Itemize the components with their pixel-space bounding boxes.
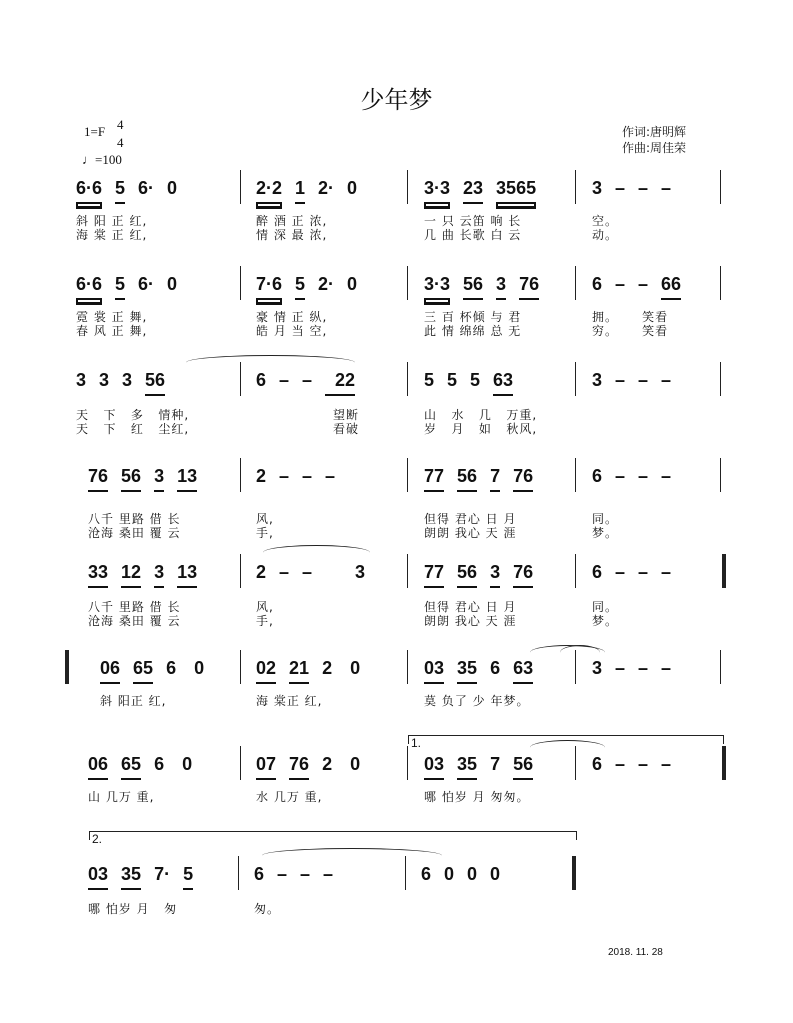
measure xyxy=(424,178,536,204)
time-signature-top: 4 xyxy=(117,117,124,132)
lyric-line: 空。 xyxy=(592,214,619,228)
note-group: 0 xyxy=(345,754,361,774)
note-group: 3 xyxy=(154,466,164,492)
end-barline xyxy=(722,746,726,780)
note-group: 0 xyxy=(345,658,361,678)
barline xyxy=(575,554,576,588)
note-group: 63 xyxy=(493,370,513,396)
barline xyxy=(407,746,408,780)
lyric-line: 望断 xyxy=(256,408,360,422)
lyric-line: 莫 负了 少 年梦。 xyxy=(424,694,530,708)
barline xyxy=(407,554,408,588)
note-group: 02 xyxy=(256,658,276,684)
note-group: 35 xyxy=(121,864,141,890)
lyric-line: 皓 月 当 空, xyxy=(256,324,328,338)
note-group: – xyxy=(638,754,649,774)
note-group: 0 xyxy=(347,274,358,294)
note-group: 13 xyxy=(177,466,197,492)
note-group: 5 xyxy=(470,370,481,390)
note-group: 03 xyxy=(88,864,108,890)
barline xyxy=(720,650,721,684)
lyric-line: 豪 情 正 纵, xyxy=(256,310,328,324)
barline xyxy=(720,266,721,300)
lyric-line: 朗朗 我心 天 涯 xyxy=(424,614,517,628)
lyric-line: 醉 酒 正 浓, xyxy=(256,214,328,228)
lyric-line: 天 下 多 情种, xyxy=(76,408,190,422)
lyric-line: 水 几万 重, xyxy=(256,790,323,804)
note-group: – xyxy=(661,370,672,390)
measure xyxy=(424,466,533,492)
note-group: 33 xyxy=(88,562,108,588)
lyric-line: 梦。 xyxy=(592,614,619,628)
barline xyxy=(240,458,241,492)
measure xyxy=(256,658,360,684)
note-group: 0 xyxy=(347,178,358,198)
note-group: – xyxy=(277,864,288,884)
note-group: 56 xyxy=(121,466,141,492)
barline xyxy=(575,170,576,204)
note-group: 0 xyxy=(467,864,478,884)
note-group: 2 xyxy=(322,754,333,774)
lyric-line: 八千 里路 借 长 xyxy=(88,512,181,526)
note-group: 3 xyxy=(76,370,87,390)
key-signature: 1=F xyxy=(84,124,106,139)
volta-2-label: 2. xyxy=(92,832,103,846)
note-group: 3 xyxy=(99,370,110,390)
measure xyxy=(592,178,671,202)
lyric-line: 春 风 正 舞, xyxy=(76,324,148,338)
note-group: 77 xyxy=(424,466,444,492)
barline xyxy=(240,170,241,204)
barline xyxy=(240,650,241,684)
note-group: 2 xyxy=(256,562,267,582)
note-group: – xyxy=(661,466,672,486)
note-group: 07 xyxy=(256,754,276,780)
note-group: 66 xyxy=(661,274,681,300)
lyric-line: 几 曲 长歌 白 云 xyxy=(424,228,522,242)
lyric-line: 沧海 桑田 覆 云 xyxy=(88,526,181,540)
measure xyxy=(592,370,671,394)
lyric-line: 霓 裳 正 舞, xyxy=(76,310,148,324)
lyric-line: 穷。 笑看 xyxy=(592,324,669,338)
barline xyxy=(407,170,408,204)
note-group: – xyxy=(638,562,649,582)
note-group: – xyxy=(661,754,672,774)
note-group: – xyxy=(279,370,290,390)
barline xyxy=(407,266,408,300)
note-group: 3 xyxy=(325,562,366,582)
end-barline xyxy=(572,856,576,890)
lyric-line: 风, xyxy=(256,600,274,614)
lyric-line: 海 棠正 红, xyxy=(256,694,323,708)
barline xyxy=(720,362,721,396)
note-group: 5 xyxy=(447,370,458,390)
note-group: – xyxy=(279,466,290,486)
barline xyxy=(238,856,239,890)
measure xyxy=(88,562,197,588)
note-group: 76 xyxy=(289,754,309,780)
lyric-line: 梦。 xyxy=(592,526,619,540)
note-group: – xyxy=(323,864,334,884)
repeat-start-barline xyxy=(65,650,69,684)
measure xyxy=(592,754,671,778)
lyric-line: 三 百 杯倾 与 君 xyxy=(424,310,522,324)
measure xyxy=(256,370,355,396)
note-group: 2· xyxy=(318,178,335,198)
lyric-line: 天 下 红 尘红, xyxy=(76,422,190,436)
note-group: 5 xyxy=(183,864,193,890)
measure xyxy=(88,466,197,492)
note-group: 5 xyxy=(295,274,305,300)
lyric-line: 手, xyxy=(256,614,274,628)
lyric-line: 一 只 云笛 响 长 xyxy=(424,214,522,228)
note-group: 3 xyxy=(592,370,603,390)
note-group: 65 xyxy=(121,754,141,780)
note-group: – xyxy=(615,754,626,774)
measure xyxy=(424,370,513,396)
note-group: 6 xyxy=(592,562,603,582)
note-group: 35 xyxy=(457,754,477,780)
note-group: 6 xyxy=(592,754,603,774)
lyric-line: 匆。 xyxy=(254,902,281,916)
note-group: 0 xyxy=(444,864,455,884)
measure xyxy=(424,562,533,588)
lyric-line: 但得 君心 日 月 xyxy=(424,512,517,526)
note-group: 03 xyxy=(424,754,444,780)
lyric-line: 情 深 最 浓, xyxy=(256,228,328,242)
note-group: 23 xyxy=(463,178,483,204)
note-group: 56 xyxy=(457,466,477,492)
note-group: – xyxy=(615,274,626,294)
measure xyxy=(592,562,671,586)
note-group: – xyxy=(615,370,626,390)
barline xyxy=(575,266,576,300)
barline xyxy=(720,458,721,492)
note-group: 3·3 xyxy=(424,274,450,300)
note-group: 6·6 xyxy=(76,274,102,300)
note-group: 76 xyxy=(519,274,539,300)
note-group: 3 xyxy=(122,370,133,390)
note-group: 56 xyxy=(513,754,533,780)
note-group: – xyxy=(661,178,672,198)
note-group: 06 xyxy=(88,754,108,780)
note-group: – xyxy=(325,466,336,486)
lyric-line: 哪 怕岁 月 匆匆。 xyxy=(424,790,530,804)
time-signature xyxy=(117,116,124,152)
barline xyxy=(240,746,241,780)
note-group: 6· xyxy=(138,178,155,198)
lyric-line: 沧海 桑田 覆 云 xyxy=(88,614,181,628)
lyric-line: 山 几万 重, xyxy=(88,790,155,804)
barline xyxy=(407,362,408,396)
lyric-line: 手, xyxy=(256,526,274,540)
note-group: 3565 xyxy=(496,178,536,204)
measure xyxy=(592,274,681,300)
measure xyxy=(88,864,193,890)
note-group: 3 xyxy=(490,562,500,588)
volta-2 xyxy=(89,831,577,846)
lyric-line: 此 情 绵绵 总 无 xyxy=(424,324,522,338)
lyric-line: 同。 xyxy=(592,512,619,526)
measure xyxy=(421,864,500,888)
note-group: 6 xyxy=(490,658,501,678)
lyric-line: 斜 阳正 红, xyxy=(100,694,167,708)
lyric-line: 斜 阳 正 红, xyxy=(76,214,148,228)
slur xyxy=(263,545,370,560)
note-group: 76 xyxy=(513,562,533,588)
note-group: 6 xyxy=(154,754,165,774)
measure xyxy=(256,178,357,204)
composer: 作曲:周佳荣 xyxy=(622,141,687,155)
lyric-line: 岁 月 如 秋风, xyxy=(424,422,538,436)
lyric-line: 哪 怕岁 月 匆 xyxy=(88,902,178,916)
measure xyxy=(256,274,357,300)
measure xyxy=(256,754,360,780)
note-group: 7· xyxy=(154,864,171,884)
note-group: 35 xyxy=(457,658,477,684)
measure xyxy=(76,370,165,396)
credits xyxy=(622,124,686,156)
note-group: 77 xyxy=(424,562,444,588)
slur xyxy=(530,645,605,660)
barline xyxy=(720,170,721,204)
note-group: – xyxy=(638,178,649,198)
lyric-line: 看破 xyxy=(256,422,360,436)
volta-1-label: 1. xyxy=(411,736,422,750)
note-group: – xyxy=(638,658,649,678)
note-group: – xyxy=(279,562,290,582)
measure xyxy=(256,466,335,490)
end-barline xyxy=(722,554,726,588)
note-group: 1 xyxy=(295,178,305,204)
note-group: 63 xyxy=(513,658,533,684)
note-group: 03 xyxy=(424,658,444,684)
note-group: 06 xyxy=(100,658,120,684)
measure xyxy=(424,754,533,780)
lyric-line: 但得 君心 日 月 xyxy=(424,600,517,614)
measure xyxy=(424,274,539,300)
song-title: 少年梦 xyxy=(360,86,433,114)
note-group: 6 xyxy=(592,466,603,486)
barline xyxy=(575,362,576,396)
note-group: 76 xyxy=(513,466,533,492)
measure xyxy=(76,274,177,300)
slur xyxy=(530,740,605,755)
note-group: – xyxy=(302,370,313,390)
measure xyxy=(76,178,177,204)
note-group: 3·3 xyxy=(424,178,450,204)
note-group: 7·6 xyxy=(256,274,282,300)
lyric-line: 八千 里路 借 长 xyxy=(88,600,181,614)
measure xyxy=(88,754,192,780)
note-group: – xyxy=(661,658,672,678)
tempo-marking: ♩=100 xyxy=(82,152,122,167)
barline xyxy=(240,554,241,588)
lyric-line: 拥。 笑看 xyxy=(592,310,669,324)
note-group: 56 xyxy=(457,562,477,588)
note-group: 2·2 xyxy=(256,178,282,204)
note-group: 0 xyxy=(189,658,205,678)
lyric-line: 动。 xyxy=(592,228,619,242)
note-group: 6 xyxy=(254,864,265,884)
date: 2018. 11. 28 xyxy=(608,947,663,958)
note-group: 6 xyxy=(592,274,603,294)
note-group: 56 xyxy=(145,370,165,396)
note-group: – xyxy=(661,562,672,582)
lyric-line: 风, xyxy=(256,512,274,526)
note-group: 7 xyxy=(490,754,501,774)
lyric-line: 山 水 几 万重, xyxy=(424,408,538,422)
note-group: 2· xyxy=(318,274,335,294)
note-group: 0 xyxy=(167,178,178,198)
measure xyxy=(254,864,333,888)
lyric-line: 海 棠 正 红, xyxy=(76,228,148,242)
measure xyxy=(592,466,671,490)
note-group: 5 xyxy=(115,178,125,204)
note-group: 6· xyxy=(138,274,155,294)
note-group: – xyxy=(302,562,313,582)
note-group: 0 xyxy=(490,864,501,884)
note-group: 65 xyxy=(133,658,153,684)
note-group: – xyxy=(615,658,626,678)
note-group: 3 xyxy=(592,658,603,678)
measure xyxy=(424,658,533,684)
barline xyxy=(407,458,408,492)
time-signature-bottom: 4 xyxy=(117,135,124,150)
measure xyxy=(256,562,365,586)
note-group: – xyxy=(300,864,311,884)
note-group: – xyxy=(302,466,313,486)
note-group: 5 xyxy=(424,370,435,390)
note-group: 5 xyxy=(115,274,125,300)
note-group: 3 xyxy=(154,562,164,588)
measure xyxy=(100,658,204,684)
slur xyxy=(262,848,442,863)
note-group: 22 xyxy=(325,370,355,396)
note-group: 3 xyxy=(496,274,506,300)
note-group: 12 xyxy=(121,562,141,588)
lyric-line: 同。 xyxy=(592,600,619,614)
measure xyxy=(592,658,671,682)
note-group: 6 xyxy=(256,370,267,390)
note-group: – xyxy=(638,274,649,294)
barline xyxy=(240,266,241,300)
note-group: 0 xyxy=(167,274,178,294)
note-group: 0 xyxy=(177,754,193,774)
note-group: 6 xyxy=(421,864,432,884)
note-group: 2 xyxy=(322,658,333,678)
lyricist: 作词:唐明辉 xyxy=(622,125,687,139)
note-group: 13 xyxy=(177,562,197,588)
lyric-line: 朗朗 我心 天 涯 xyxy=(424,526,517,540)
note-group: – xyxy=(638,370,649,390)
note-group: 21 xyxy=(289,658,309,684)
note-group: – xyxy=(615,178,626,198)
note-group: 76 xyxy=(88,466,108,492)
note-group: – xyxy=(638,466,649,486)
barline xyxy=(575,458,576,492)
note-group: 6·6 xyxy=(76,178,102,204)
note-group: 3 xyxy=(592,178,603,198)
note-group: 7 xyxy=(490,466,500,492)
note-group: 6 xyxy=(166,658,177,678)
barline xyxy=(407,650,408,684)
slur xyxy=(186,355,355,370)
note-group: – xyxy=(615,466,626,486)
note-group: – xyxy=(615,562,626,582)
note-group: 56 xyxy=(463,274,483,300)
note-group: 2 xyxy=(256,466,267,486)
